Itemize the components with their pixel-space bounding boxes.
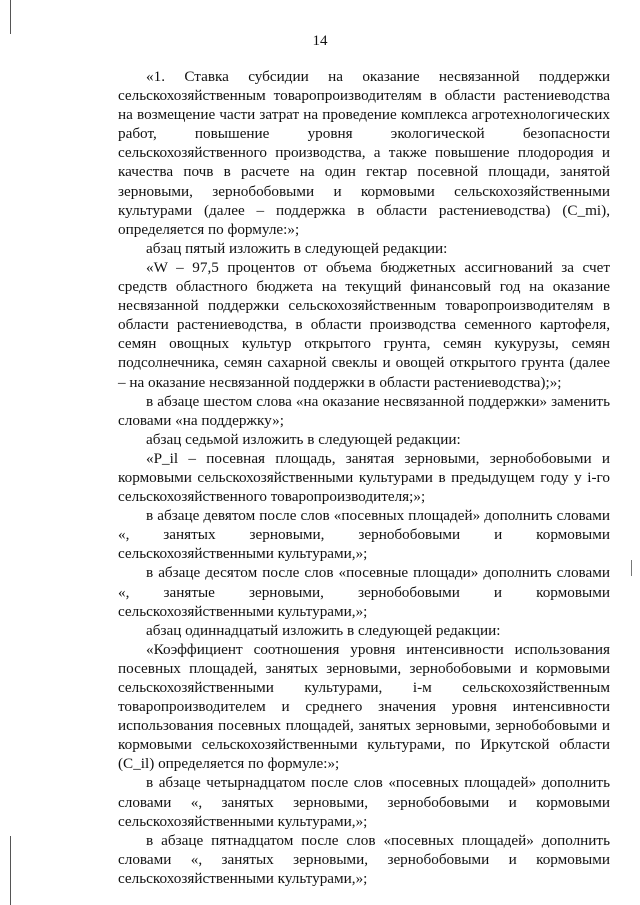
paragraph-6-instruction: в абзаце шестом слова «на оказание несвязанной поддержки» заменить словами «на поддержку»; [118,392,610,429]
paragraph-10-instruction: в абзаце десятом после слов «посевные площади» дополнить словами «, занятые зерновыми, зернобобовыми и кормовыми сельскохозяйственными культурами,»; [118,564,610,620]
scan-margin-mark [10,836,11,905]
paragraph-coefficient-definition: «Коэффициент соотношения уровня интенсивности использования посевных площадей, занятых зерновыми, зернобобовыми и кормовыми сельскохозяйственными культурами, i-м сельскохозяйственным товаропроизводителем и среднего значения уровня интенсивности использования посевных площадей, занятых зерновыми, зернобобовыми и кормовыми сельскохозяйственными культурами, по Иркутской области (C_il) определяется по формуле:»; [118,640,610,773]
paragraph-7-instruction: абзац седьмой изложить в следующей редакции: [146,430,461,448]
document-body [118,67,610,888]
paragraph-5-instruction: абзац пятый изложить в следующей редакции: [146,239,448,257]
paragraph-rate-definition: «1. Ставка субсидии на оказание несвязанной поддержки сельскохозяйственным товаропроизводителям в области растениеводства на возмещение части затрат на проведение комплекса агротехнологических работ, повышение уровня экологической безопасности сельскохозяйственного производства, а также повышение плодородия и качества почв в расчете на один гектар посевной площади, занятой зерновыми, зернобобовыми и кормовыми сельскохозяйственными культурами (далее – поддержка в области растениеводства) (C_mi), определяется по формуле:»; [118,68,610,238]
scan-margin-mark [10,0,11,34]
paragraph-15-instruction: в абзаце пятнадцатом после слов «посевных площадей» дополнить словами «, занятых зерновыми, зернобобовыми и кормовыми сельскохозяйственными культурами,»; [118,831,610,887]
paragraph-14-instruction: в абзаце четырнадцатом после слов «посевных площадей» дополнить словами «, занятых зерновыми, зернобобовыми и кормовыми сельскохозяйственными культурами,»; [118,774,610,830]
paragraph-w-definition: «W – 97,5 процентов от объема бюджетных ассигнований за счет средств областного бюджета на текущий финансовый год на оказание несвязанной поддержки сельскохозяйственным товаропроизводителям в области растениеводства, в области производства семенного картофеля, семян овощных культур открытого грунта, семян кукурузы, семян подсолнечника, семян сахарной свеклы и овощей открытого грунта (далее – на оказание несвязанной поддержки в области растениеводства);»; [118,258,610,391]
paragraph-pil-definition: «P_il – посевная площадь, занятая зерновыми, зернобобовыми и кормовыми сельскохозяйственными культурами в предыдущем году у i-го сельскохозяйственного товаропроизводителя;»; [118,449,610,506]
scan-margin-mark [631,560,632,576]
paragraph-11-instruction: абзац одиннадцатый изложить в следующей редакции: [146,621,501,639]
paragraph-9-instruction: в абзаце девятом после слов «посевных площадей» дополнить словами «, занятых зерновыми, зернобобовыми и кормовыми сельскохозяйственными культурами,»; [118,507,610,563]
page-number: 14 [312,33,328,49]
